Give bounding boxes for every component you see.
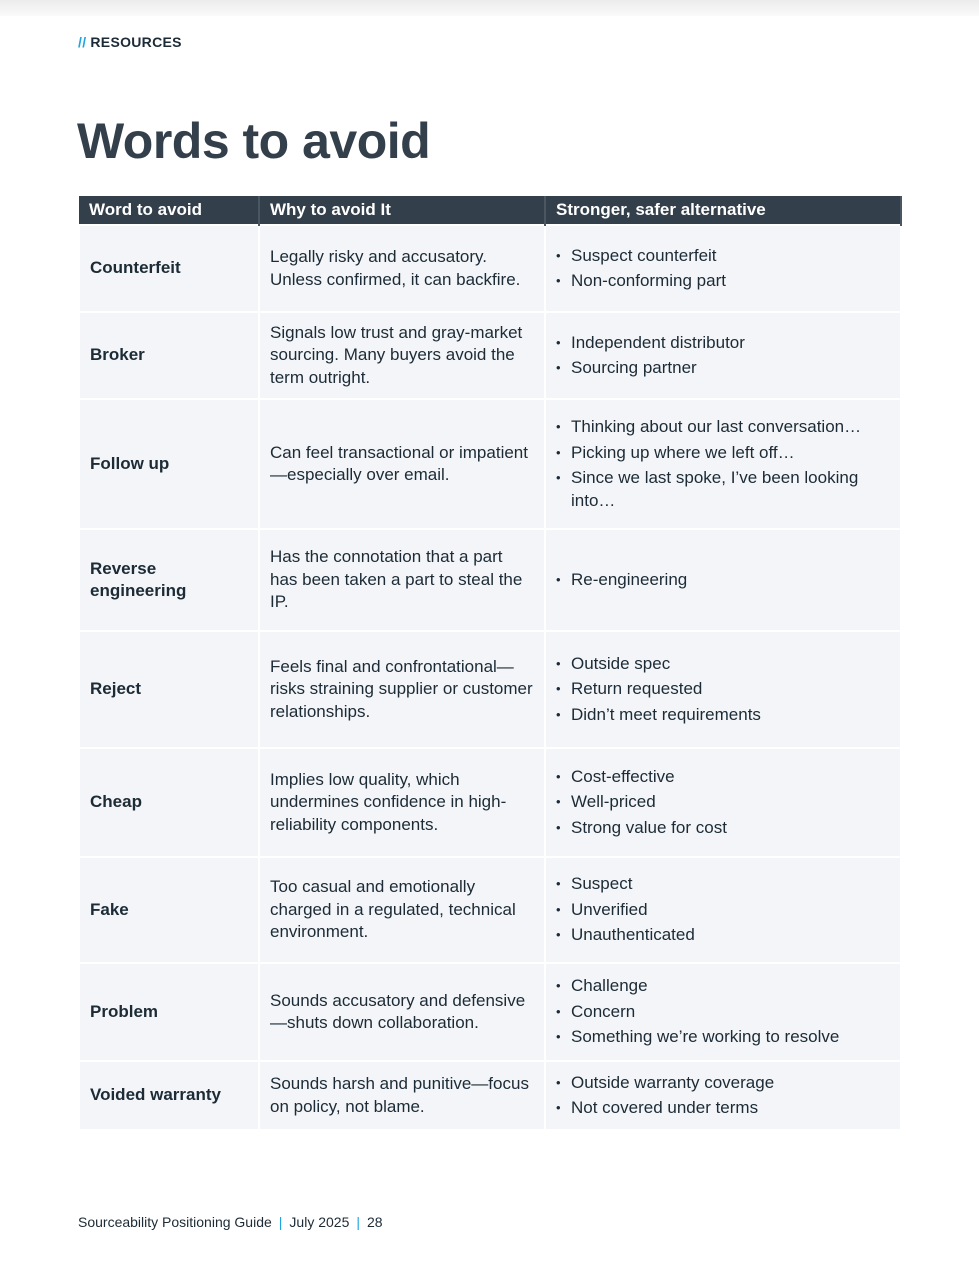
alternatives-list xyxy=(556,245,890,293)
header-word: Word to avoid xyxy=(79,196,259,225)
footer-separator: | xyxy=(356,1214,360,1230)
why-cell: Sounds harsh and punitive—focus on policy, not blame. xyxy=(259,1061,545,1130)
page-number: 28 xyxy=(367,1214,383,1230)
alternative-item: • Independent distributor xyxy=(556,332,890,355)
footer xyxy=(78,1214,383,1230)
words-table xyxy=(78,196,902,1131)
alternative-item: • Outside spec xyxy=(556,653,890,676)
section-prefix: // xyxy=(78,34,87,50)
alternative-item: • Not covered under terms xyxy=(556,1097,890,1120)
alternative-item: • Cost-effective xyxy=(556,766,890,789)
why-cell: Feels final and confrontational—risks straining supplier or customer relationships. xyxy=(259,631,545,748)
why-cell: Too casual and emotionally charged in a regulated, technical environment. xyxy=(259,857,545,963)
word-cell: Fake xyxy=(79,857,259,963)
alternatives-cell xyxy=(545,748,901,857)
header-alternative: Stronger, safer alternative xyxy=(545,196,901,225)
table-row xyxy=(79,399,901,529)
page-title: Words to avoid xyxy=(77,113,431,169)
footer-separator: | xyxy=(278,1214,283,1230)
why-cell: Has the connotation that a part has been taken a part to steal the IP. xyxy=(259,529,545,631)
word-cell: Follow up xyxy=(79,399,259,529)
alternative-item: • Suspect counterfeit xyxy=(556,245,890,268)
table-row xyxy=(79,1061,901,1130)
alternative-item: • Unverified xyxy=(556,899,890,922)
word-cell: Voided warranty xyxy=(79,1061,259,1130)
section-label xyxy=(78,34,182,50)
word-cell: Broker xyxy=(79,312,259,399)
alternatives-list xyxy=(556,1072,890,1120)
alternative-item: • Re-engineering xyxy=(556,569,890,592)
alternatives-cell xyxy=(545,529,901,631)
table-row xyxy=(79,857,901,963)
table-row xyxy=(79,631,901,748)
word-cell: Counterfeit xyxy=(79,225,259,312)
alternatives-list xyxy=(556,653,890,727)
alternative-item: • Unauthenticated xyxy=(556,924,890,947)
alternative-item: • Suspect xyxy=(556,873,890,896)
section-name: RESOURCES xyxy=(90,34,182,50)
alternative-item: • Concern xyxy=(556,1001,890,1024)
alternatives-cell xyxy=(545,963,901,1061)
table-row xyxy=(79,748,901,857)
alternatives-list xyxy=(556,569,890,592)
why-cell: Sounds accusatory and defensive—shuts down collaboration. xyxy=(259,963,545,1061)
alternative-item: • Outside warranty coverage xyxy=(556,1072,890,1095)
alternative-item: • Didn’t meet requirements xyxy=(556,704,890,727)
footer-doc-title: Sourceability Positioning Guide xyxy=(78,1214,272,1230)
alternatives-cell xyxy=(545,399,901,529)
word-cell: Reject xyxy=(79,631,259,748)
alternative-item: • Sourcing partner xyxy=(556,357,890,380)
why-cell: Can feel transactional or impatient—especially over email. xyxy=(259,399,545,529)
alternatives-list xyxy=(556,416,890,512)
alternatives-cell xyxy=(545,631,901,748)
alternatives-list xyxy=(556,332,890,380)
table-header-row xyxy=(79,196,901,225)
table-row xyxy=(79,963,901,1061)
alternative-item: • Return requested xyxy=(556,678,890,701)
why-cell: Legally risky and accusatory. Unless confirmed, it can backfire. xyxy=(259,225,545,312)
alternative-item: • Non-conforming part xyxy=(556,270,890,293)
page-top-edge xyxy=(0,0,979,16)
alternatives-list xyxy=(556,766,890,840)
alternatives-cell xyxy=(545,1061,901,1130)
table-row xyxy=(79,529,901,631)
alternatives-list xyxy=(556,873,890,947)
alternatives-list xyxy=(556,975,890,1049)
why-cell: Signals low trust and gray-market sourcing. Many buyers avoid the term outright. xyxy=(259,312,545,399)
word-cell: Problem xyxy=(79,963,259,1061)
alternative-item: • Challenge xyxy=(556,975,890,998)
table-row xyxy=(79,225,901,312)
alternative-item: • Strong value for cost xyxy=(556,817,890,840)
footer-date: July 2025 xyxy=(289,1214,350,1230)
word-cell: Cheap xyxy=(79,748,259,857)
alternatives-cell xyxy=(545,312,901,399)
table-row xyxy=(79,312,901,399)
alternative-item: • Since we last spoke, I’ve been looking into… xyxy=(556,467,890,512)
alternatives-cell xyxy=(545,225,901,312)
alternatives-cell xyxy=(545,857,901,963)
alternative-item: • Thinking about our last conversation… xyxy=(556,416,890,439)
alternative-item: • Picking up where we left off… xyxy=(556,442,890,465)
why-cell: Implies low quality, which undermines confidence in high-reliability components. xyxy=(259,748,545,857)
word-cell: Reverse engineering xyxy=(79,529,259,631)
alternative-item: • Something we’re working to resolve xyxy=(556,1026,890,1049)
header-why: Why to avoid It xyxy=(259,196,545,225)
alternative-item: • Well-priced xyxy=(556,791,890,814)
